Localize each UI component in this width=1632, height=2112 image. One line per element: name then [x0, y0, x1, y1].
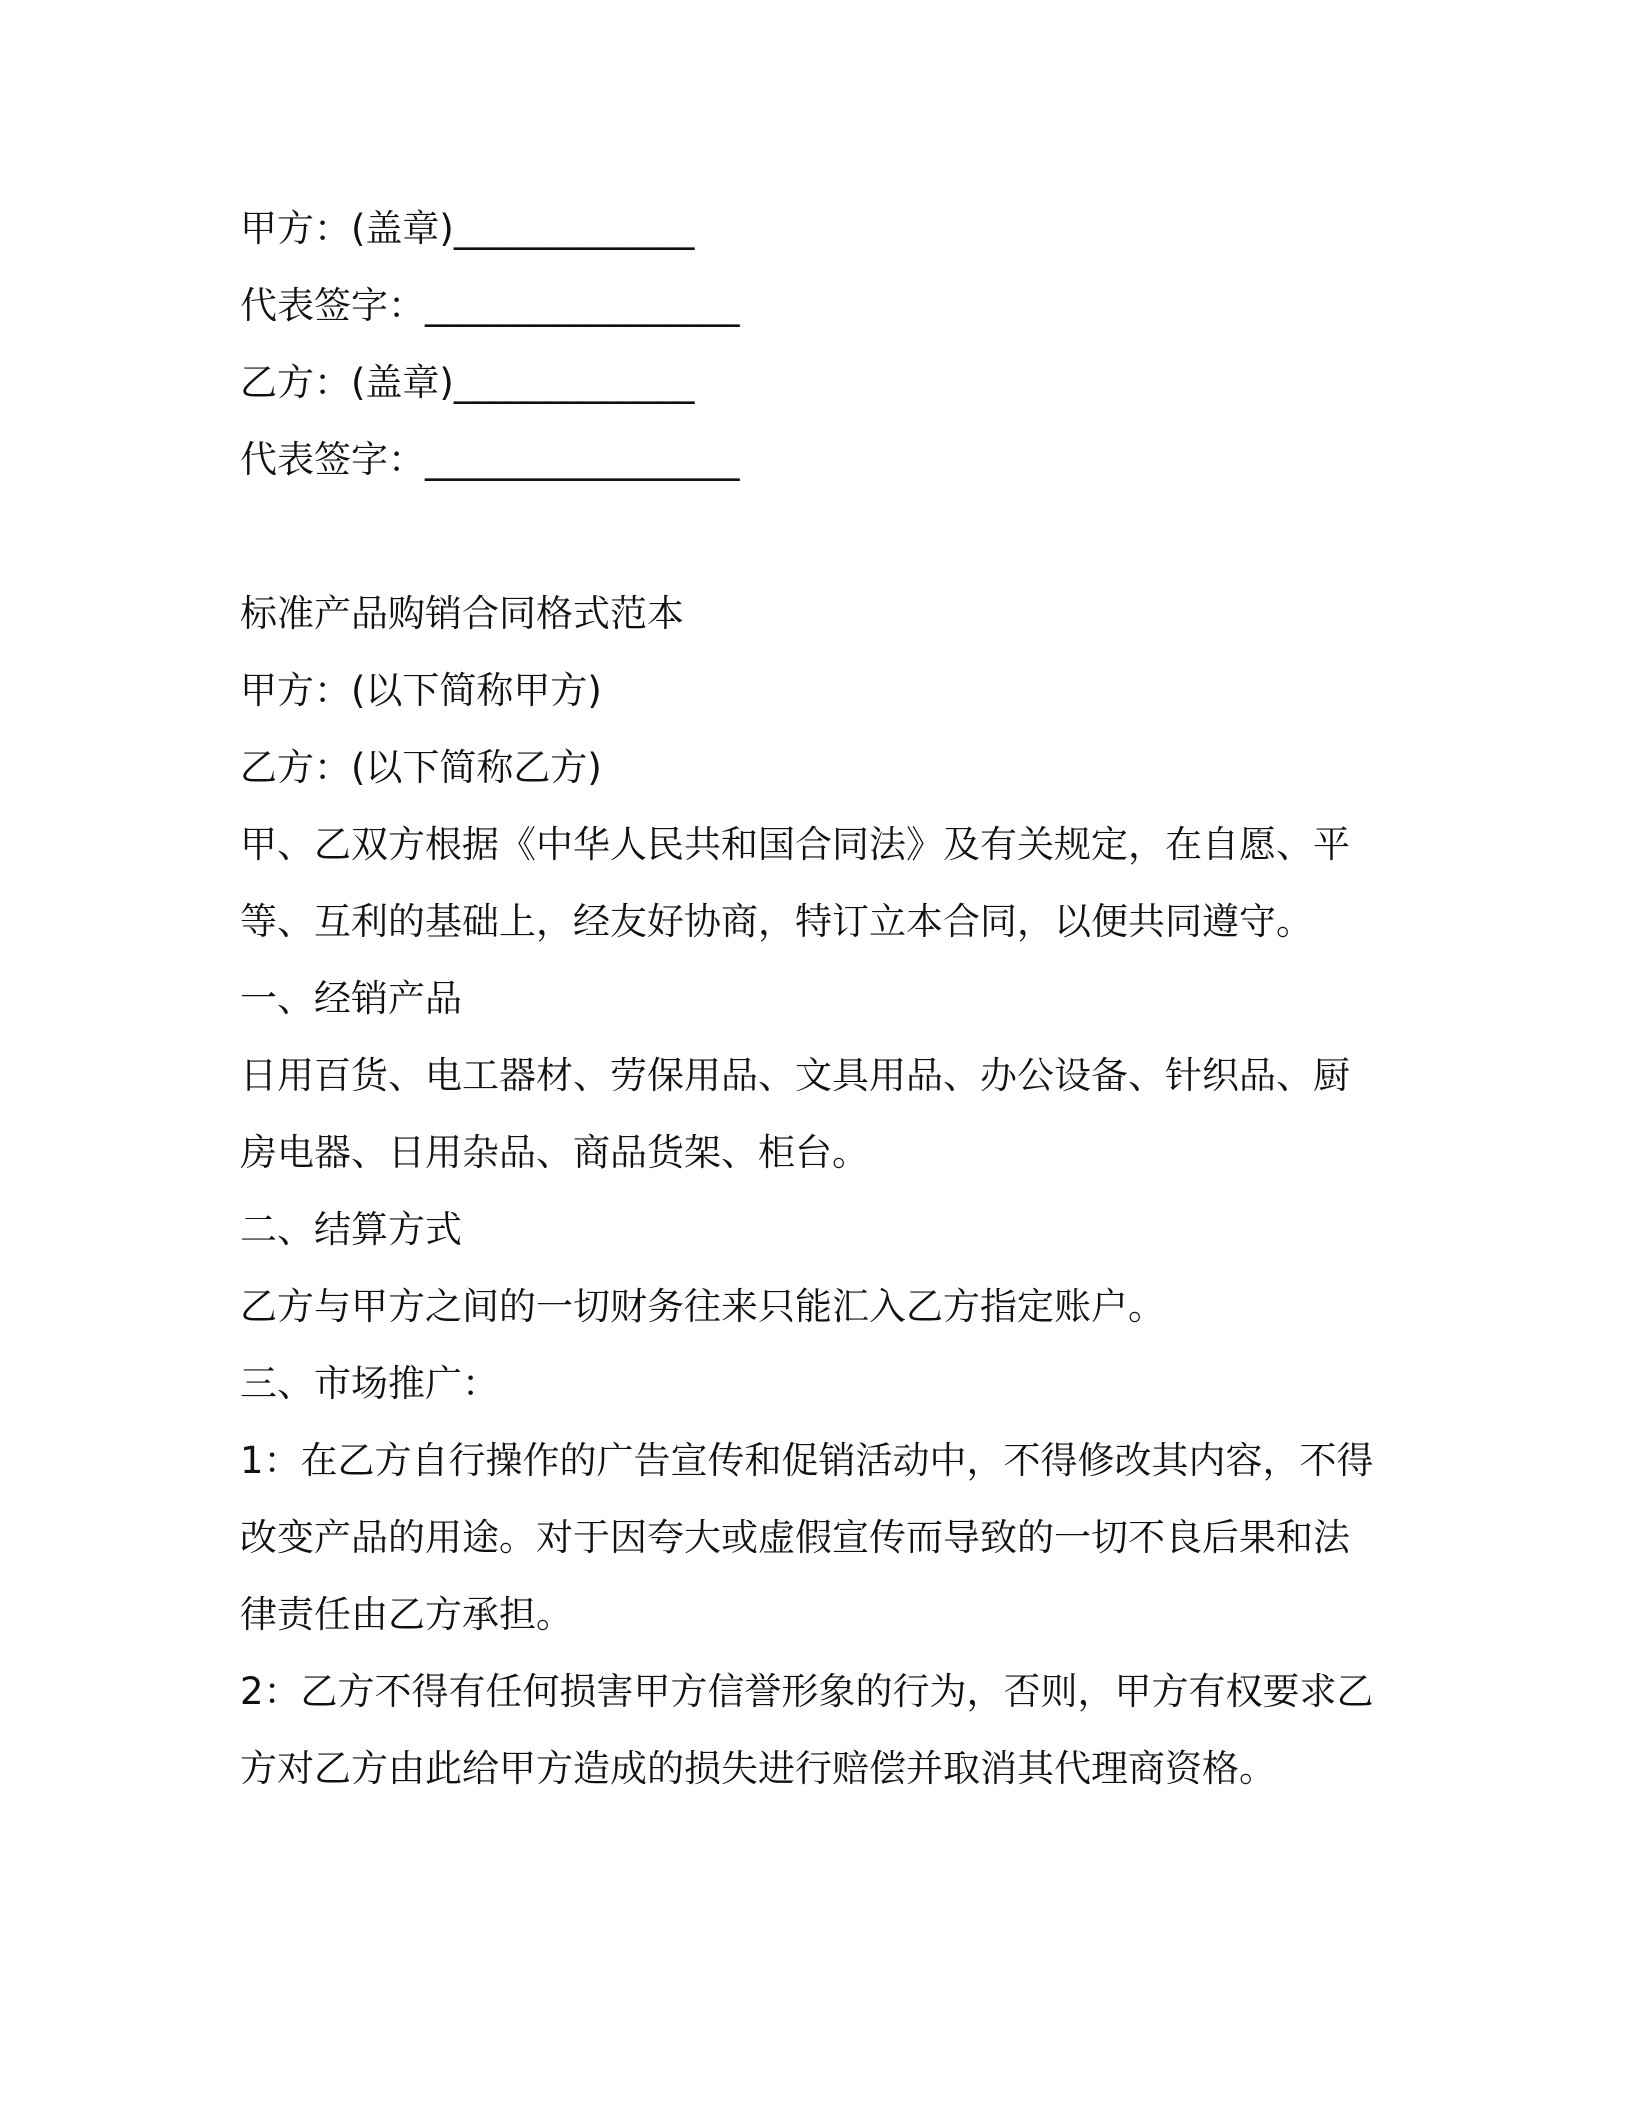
party-a-signature-blank: _________________	[425, 284, 740, 327]
section-3-item-1-line: 改变产品的用途。对于因夸大或虚假宣传而导致的一切不良后果和法	[240, 1516, 1350, 1559]
section-spacer	[240, 498, 1400, 575]
section-3-item-2-line: 2：乙方不得有任何损害甲方信誉形象的行为，否则，甲方有权要求乙	[240, 1670, 1374, 1713]
party-b-seal-line	[240, 344, 1400, 421]
party-a-signature-line	[240, 267, 1400, 344]
section-3-item-1-line: 1：在乙方自行操作的广告宣传和促销活动中，不得修改其内容，不得	[240, 1439, 1374, 1482]
party-a-signature-label: 代表签字：	[240, 284, 425, 327]
party-a-seal-label: 甲方：(盖章)	[240, 207, 454, 250]
party-b-signature-blank: _________________	[425, 438, 740, 481]
contract-party-a: 甲方：(以下简称甲方)	[240, 669, 602, 712]
section-1-body-line: 日用百货、电工器材、劳保用品、文具用品、办公设备、针织品、厨	[240, 1054, 1350, 1097]
intro-line: 等、互利的基础上，经友好协商，特订立本合同，以便共同遵守。	[240, 900, 1313, 943]
section-3-item-1-line: 律责任由乙方承担。	[240, 1593, 573, 1636]
party-b-seal-blank: _____________	[453, 361, 695, 404]
intro-line: 甲、乙双方根据《中华人民共和国合同法》及有关规定，在自愿、平	[240, 823, 1350, 866]
party-a-seal-line	[240, 190, 1400, 267]
party-a-seal-blank: _____________	[453, 207, 695, 250]
contract-title: 标准产品购销合同格式范本	[240, 592, 684, 635]
party-b-signature-label: 代表签字：	[240, 438, 425, 481]
section-1-heading: 一、经销产品	[240, 977, 462, 1020]
party-b-seal-label: 乙方：(盖章)	[240, 361, 454, 404]
document-body	[240, 190, 1400, 1807]
section-3-item-2-line: 方对乙方由此给甲方造成的损失进行赔偿并取消其代理商资格。	[240, 1747, 1276, 1790]
section-1-body-line: 房电器、日用杂品、商品货架、柜台。	[240, 1131, 869, 1174]
party-b-signature-line	[240, 421, 1400, 498]
section-2-body: 乙方与甲方之间的一切财务往来只能汇入乙方指定账户。	[240, 1285, 1165, 1328]
contract-party-b: 乙方：(以下简称乙方)	[240, 746, 602, 789]
section-3-heading: 三、市场推广：	[240, 1362, 499, 1405]
section-2-heading: 二、结算方式	[240, 1208, 462, 1251]
